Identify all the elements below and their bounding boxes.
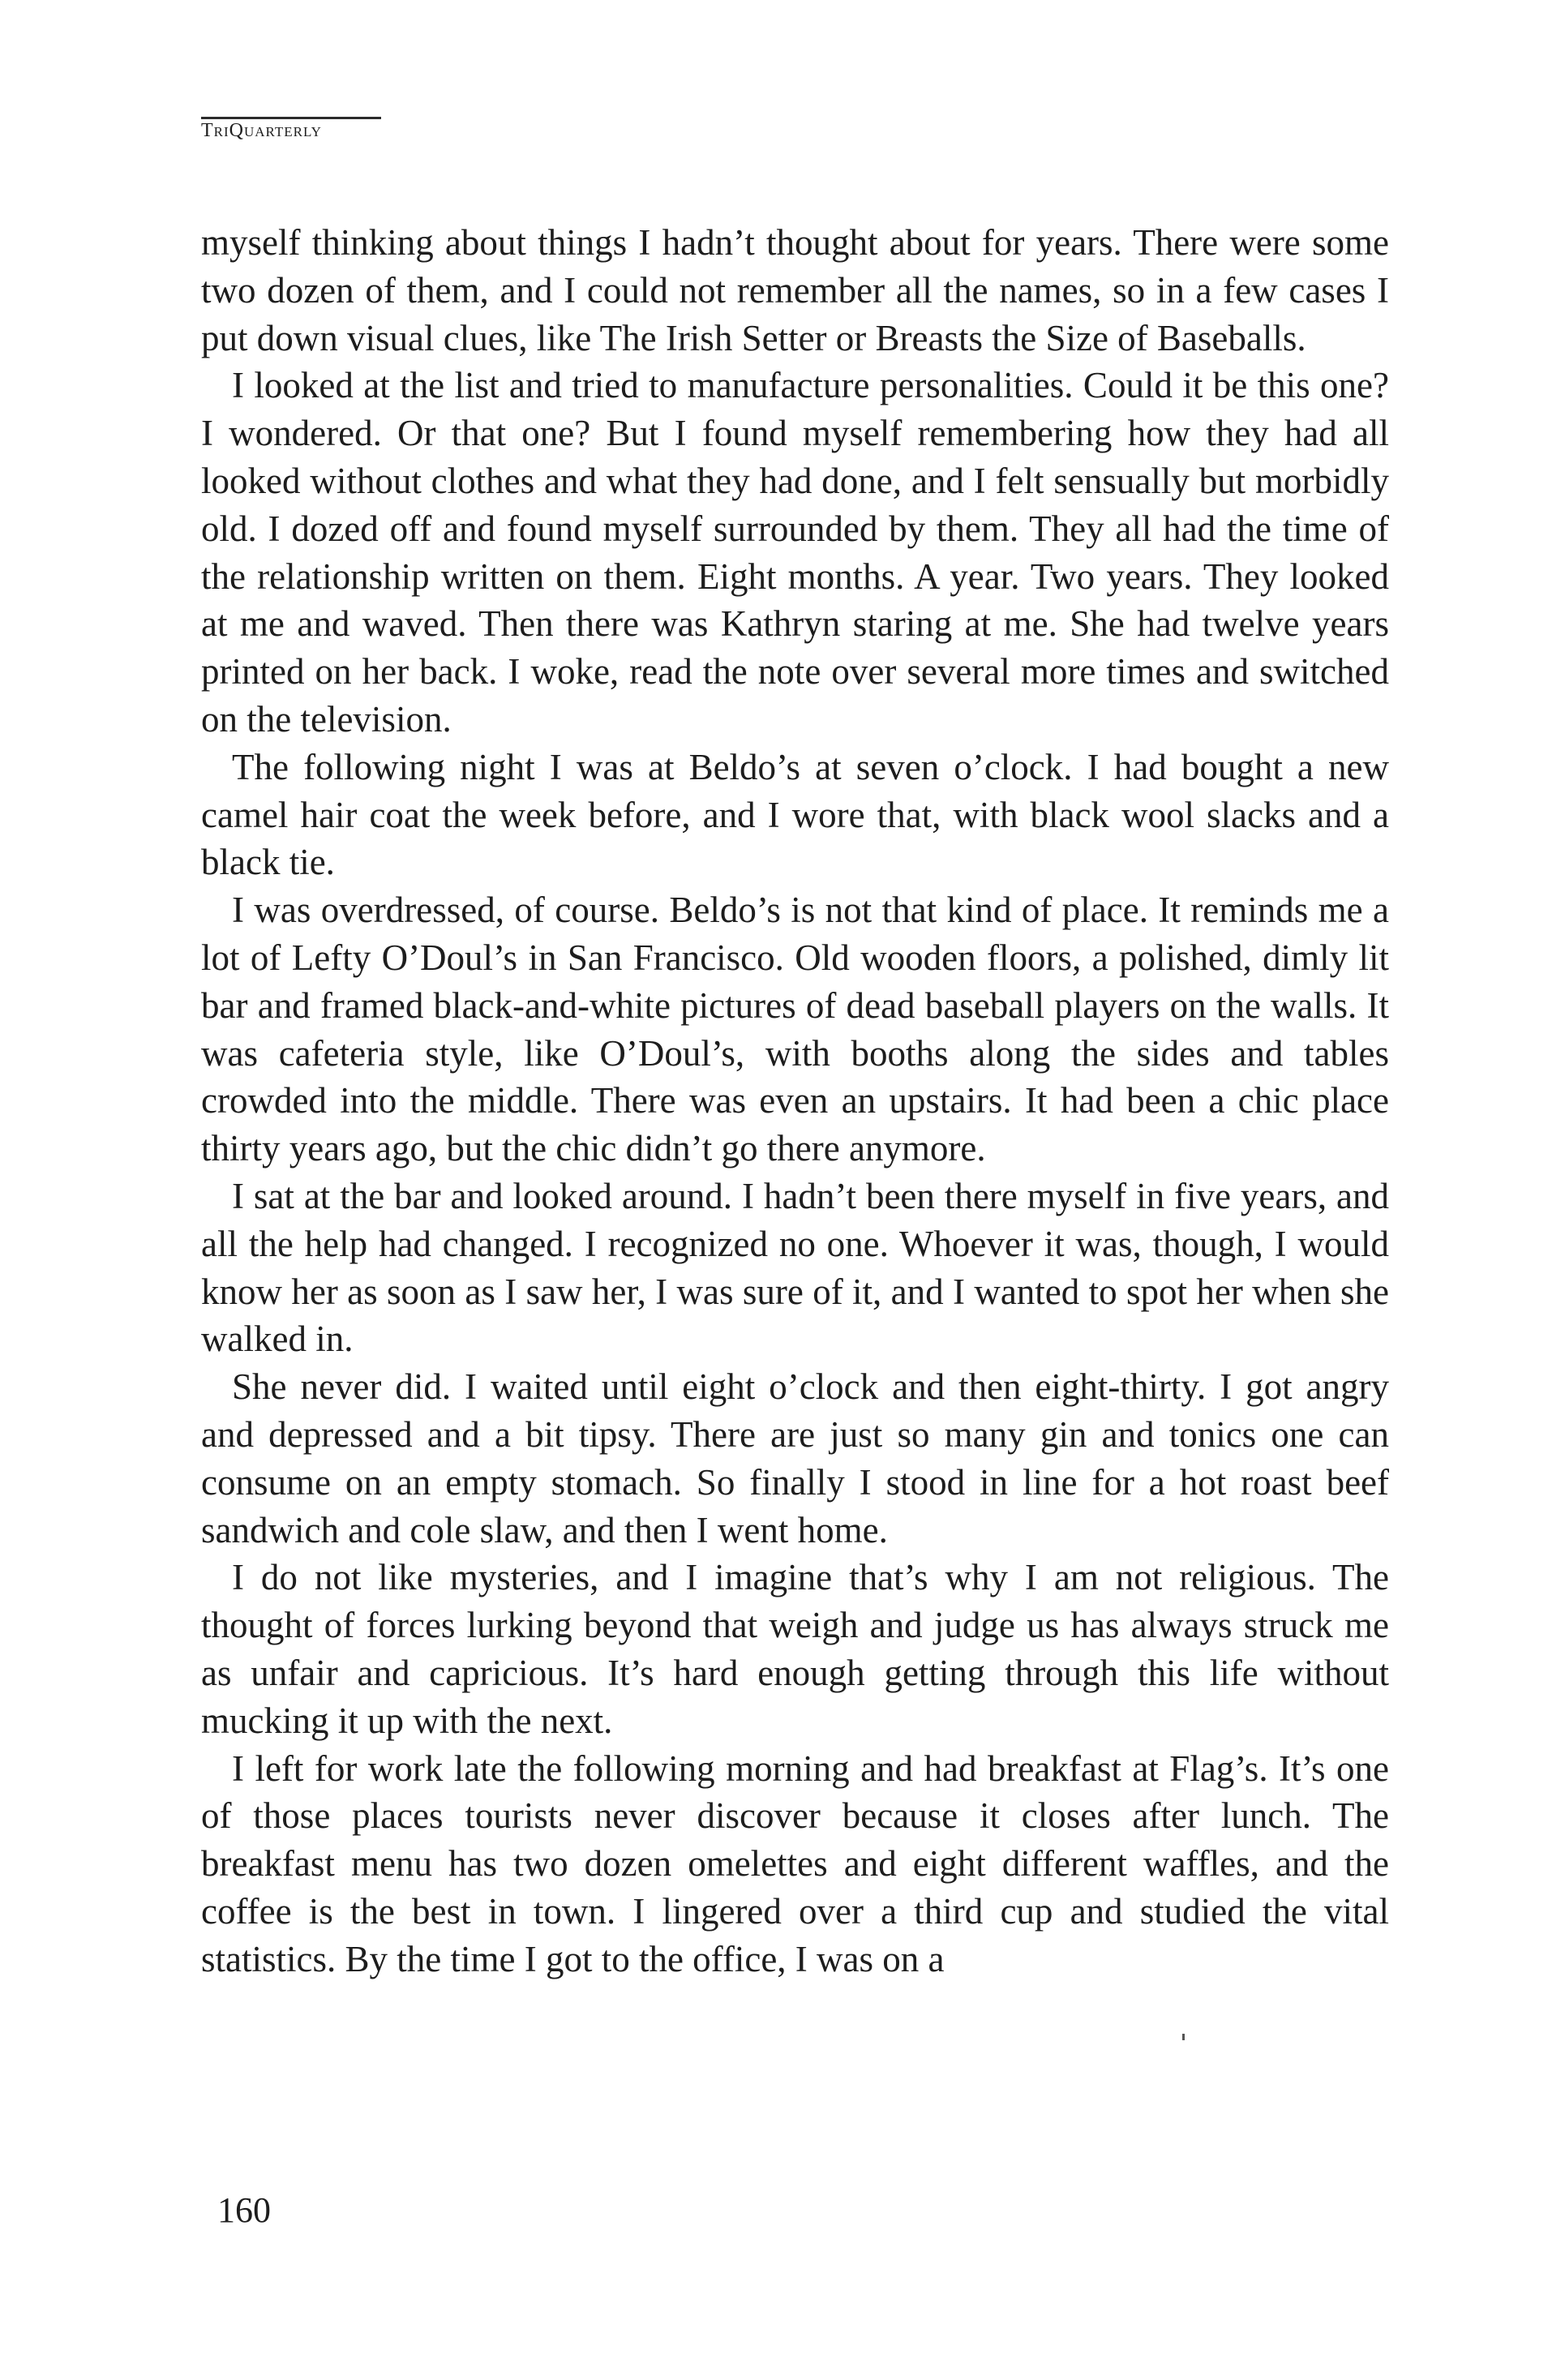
running-head-rule xyxy=(201,117,381,119)
paragraph-2: I looked at the list and tried to manufacture personalities. Could it be this one? I wondered. Or that one? But I found myself remembering how they had all looked without clothes and what they had done, and I felt sensually but morbidly old. I dozed off and found myself surrounded by them. They all had the time of the relationship written on them. Eight months. A year. Two years. They looked at me and waved. Then there was Kathryn staring at me. She had twelve years printed on her back. I woke, read the note over several more times and switched on the television. xyxy=(201,365,1389,740)
stray-ink-mark xyxy=(1182,2034,1185,2040)
paragraph-7: I do not like mysteries, and I imagine that’s why I am not religious. The thought of forces lurking beyond that weigh and judge us has always struck me as unfair and capricious. It’s hard enough getting through this life without mucking it up with the next. xyxy=(201,1557,1389,1741)
paragraph-4: I was overdressed, of course. Beldo’s is not that kind of place. It reminds me a lot of Lefty O’Doul’s in San Francisco. Old wooden floors, a polished, dimly lit bar and framed black-and-white pictures of dead baseball players on the walls. It was cafeteria style, like O’Doul’s, with booths along the sides and tables crowded into the middle. There was even an upstairs. It had been a chic place thirty years ago, but the chic didn’t go there anymore. xyxy=(201,890,1389,1169)
body-text xyxy=(201,219,1389,1983)
paragraph-5: I sat at the bar and looked around. I hadn’t been there myself in five years, and all the help had changed. I recognized no one. Whoever it was, though, I would know her as soon as I saw her, I was sure of it, and I wanted to spot her when she walked in. xyxy=(201,1175,1389,1360)
page-number: 160 xyxy=(217,2190,271,2230)
paragraph-8: I left for work late the following morning and had breakfast at Flag’s. It’s one of those places tourists never discover because it closes after lunch. The breakfast menu has two dozen omelettes and eight different waffles, and the coffee is the best in town. I lingered over a third cup and studied the vital statistics. By the time I got to the office, I was on a xyxy=(201,1747,1389,1979)
paragraph-3: The following night I was at Beldo’s at seven o’clock. I had bought a new camel hair coat the week before, and I wore that, with black wool slacks and a black tie. xyxy=(201,746,1389,883)
paragraph-6: She never did. I waited until eight o’clock and then eight-thirty. I got angry and depressed and a bit tipsy. There are just so many gin and tonics one can consume on an empty stomach. So finally I stood in line for a hot roast beef sandwich and cole slaw, and then I went home. xyxy=(201,1366,1389,1550)
running-head: TriQuarterly xyxy=(201,120,322,141)
paragraph-1: myself thinking about things I hadn’t thought about for years. There were some two dozen of them, and I could not remember all the names, so in a few cases I put down visual clues, like The Irish Setter or Breasts the Size of Baseballs. xyxy=(201,222,1389,358)
